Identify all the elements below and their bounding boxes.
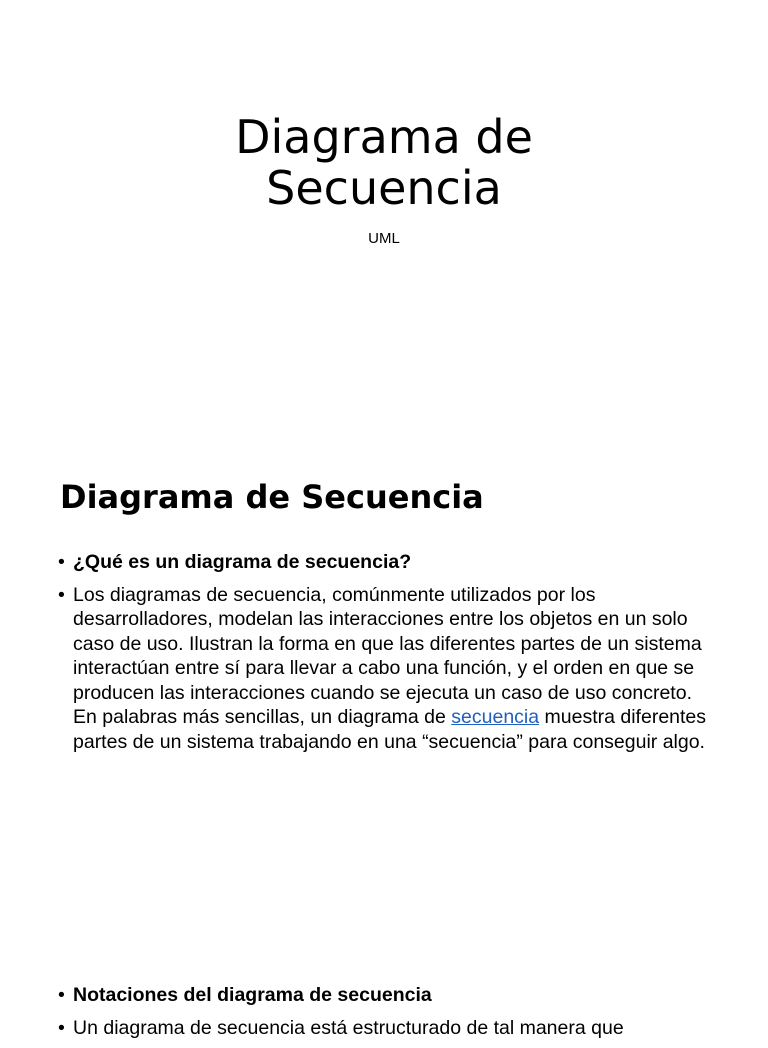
question-text: ¿Qué es un diagrama de secuencia? bbox=[73, 551, 412, 573]
bullet-icon: • bbox=[58, 583, 65, 606]
paragraph-text: Los diagramas de secuencia, comúnmente utilizados por los desarrolladores, modelan las interacciones entre los objetos en un solo caso de uso. Ilustran la forma en que las diferentes partes de un sistema interactúan entre sí para llevar a cabo una función, y el orden en que se producen las interacciones cuando se ejecuta un caso de uso concreto. En palabras más sencillas, un diagrama de bbox=[73, 583, 702, 728]
bullet-icon: • bbox=[58, 551, 65, 573]
content-slide bbox=[0, 440, 768, 1039]
presentation-title bbox=[0, 112, 768, 214]
title-line-1: Diagrama de bbox=[235, 110, 533, 164]
title-line-2: Secuencia bbox=[266, 161, 502, 215]
bullet-list-2 bbox=[58, 983, 718, 1048]
bullet-icon: • bbox=[58, 1016, 65, 1039]
paragraph-text-continued: muestra diferentes partes de un sistema trabajando en una “secuencia” para conseguir algo. bbox=[73, 706, 707, 753]
list-item bbox=[58, 1016, 718, 1041]
list-item bbox=[58, 983, 718, 1008]
bullet-list bbox=[58, 550, 718, 762]
list-item bbox=[58, 583, 718, 755]
notations-text: Notaciones del diagrama de secuencia bbox=[73, 984, 432, 1006]
slide-heading: Diagrama de Secuencia bbox=[60, 478, 484, 516]
presentation-subtitle: UML bbox=[368, 230, 400, 247]
bullet-icon: • bbox=[58, 984, 65, 1006]
title-slide bbox=[0, 0, 768, 440]
secuencia-link[interactable]: secuencia bbox=[451, 706, 540, 728]
next-paragraph-text: Un diagrama de secuencia está estructurado de tal manera que bbox=[73, 1016, 624, 1039]
list-item bbox=[58, 550, 718, 575]
